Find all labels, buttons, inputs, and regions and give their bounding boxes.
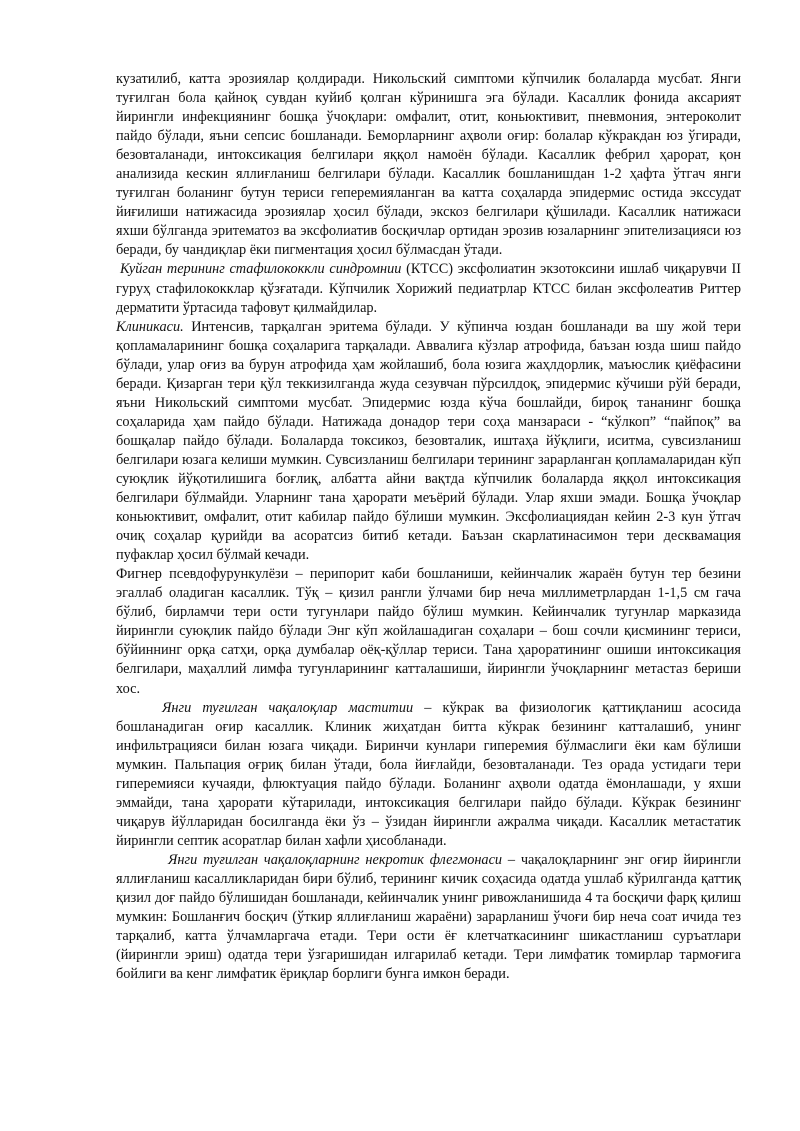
paragraph-necrotic-phlegmon xyxy=(116,851,741,984)
paragraph-text: – чақалоқларнинг энг оғир йирингли яллиғланиш касалликларидан бири бўлиб, терининг кичик соҳасида одатда ушлаб кўрилганда қаттиқ қизил доғ пайдо бўлишидан бошланади, кейинчалик унинг ривожланишида 4 та босқичи фарқ қилиш мумкин: Бошланғич босқич (ўткир яллиғланиш жараёни) зарарланиш ўчоғи бир неча соат ичида тез тарқалиб, катта ўлчамларгача етади. Тери ости ёғ клетчаткасининг шикастланиш суръатлари (йирингли эриш) одатда тери ўзгаришидан илгарилаб кетади. Тери лимфатик томирлар тармоғига бойлиги ва кенг лимфатик ёриқлар борлиги бунга имкон беради. xyxy=(116,851,741,983)
paragraph-clinical-picture xyxy=(116,318,741,566)
paragraph-lead: Клиникаси. xyxy=(116,318,184,335)
paragraph-lead: Янги туғилган чақалоқларнинг некротик флегмонаси xyxy=(168,851,503,868)
paragraph-ktss xyxy=(116,260,741,317)
paragraph-lead: Куйган терининг стафилококкли синдромнии xyxy=(120,261,402,278)
document-page xyxy=(116,70,741,984)
paragraph-text: кузатилиб, катта эрозиялар қолдиради. Никольский симптоми кўпчилик болаларда мусбат. Янги туғилган бола қайноқ сувдан куйиб қолган кўринишга эга бўлади. Касаллик фонида аксарият йирингли инфекциянинг бошқа ўчоқлари: омфалит, отит, коньюктивит, пневмония, энтероколит пайдо бўлади, яъни сепсис бошланади. Беморларнинг аҳволи оғир: болалар кўкракдан юз ўгиради, безовталанади, интоксикация белгилари яққол намоён бўлади. Касаллик фебрил ҳарорат, қон анализида кескин яллиғланиш белгилари бўлади. Касаллик бошланишдан 1-2 ҳафта ўтгач янги туғилган боланинг бутун териси геперемияланган ва катта соҳаларда эпидермис остида экссудат йиғилиши натижасида эрозиялар ҳосил бўлади, экскоз белгилари қўшилади. Касаллик натижаси яхши бўлганда эритематоз ва эксфолиатив босқичлар ортидан эрозив юзаларнинг эпителизацияси юз беради, бу чандиқлар ёки пигментация ҳосил бўлмасдан ўтади. xyxy=(116,71,741,259)
paragraph-figner-pseudofurunculosis xyxy=(116,565,741,698)
paragraph-exfoliative-course xyxy=(116,70,741,260)
paragraph-text: Интенсив, тарқалган эритема бўлади. У кўпинча юздан бошланади ва шу жой тери қопламаларининг бошқа соҳаларига тарқалади. Аввалига кўзлар атрофида, баъзан юзда шиш пайдо бўлади, улар оғиз ва бурун атрофида ҳам жойлашиб, бола юзига жаҳлдорлик, маъюслик қиёфасини беради. Қизарган тери қўл теккизилганда жуда сезувчан пўрсилдоқ, эпидермис кўчиши рўй беради, яъни Никольский симптоми мусбат. Эпидермис юзда кўча бошлайди, бироқ тананинг бошқа соҳаларида ҳам пайдо бўлади. Натижада донадор тери соҳа манзараси - “кўлкоп” “пайпоқ” ва бошқалар пайдо бўлади. Болаларда токсикоз, безовталик, иштаҳа йўқлиги, иситма, сувсизланиш белгилари юзага келиши мумкин. Сувсизланиш белгилари терининг зарарланган қопламаларидан кўп суюқлик йўқотилишига боғлиқ, албатта айни вақтда кўпчилик болаларда яққол интоксикация белгилари бўлмайди. Уларнинг тана ҳарорати меъёрий бўлади. Улар яхши эмади. Бошқа ўчоқлар коньюктивит, омфалит, отит кабилар пайдо бўлиши мумкин. Эксфолиациядан кейин 2-3 кун ўтгач очиқ соҳалар қурийди ва асоратсиз битиб кетади. Баъзан скарлатинасимон тери десквамация пуфаклар ҳосил бўлмай кечади. xyxy=(116,318,741,564)
paragraph-lead: Янги туғилган чақалоқлар маститии xyxy=(162,699,414,716)
paragraph-text: (КТСС) эксфолиатин экзотоксини ишлаб чиқарувчи II гуруҳ стафилококклар қўзғатади. Кўпчилик Хорижий педиатрлар КТСС билан эксфолеатив Риттер дерматити ўртасида тафовут қилмайдилар. xyxy=(116,261,741,316)
paragraph-neonatal-mastitis xyxy=(116,699,741,851)
paragraph-text: – кўкрак ва физиологик қаттиқланиш асосида бошланадиган оғир касаллик. Клиник жиҳатдан битта кўкрак безининг катталашиб, унинг инфильтрацияси билан юзага чиқади. Биринчи кунлари гиперемия бўлмаслиги ёки кам бўлиши мумкин. Пальпация оғриқ билан ўтади, бола йиғлайди, безовталанади. Тез орада устидаги тери гиперемияси кучаяди, флюктуация пайдо бўлади. Боланинг аҳволи одатда ёмонлашади, у яхши эммайди, тана ҳарорати кўтарилади, интоксикация белгилари пайдо бўлади. Кўкрак безининг чиқарув йўлларидан босилганда ёки ўз – ўзидан йирингли ажралма чиқади. Касаллик метастатик йирингли септик асоратлар билан хафли ҳисобланади. xyxy=(116,699,741,849)
paragraph-text: Фигнер псевдофурункулёзи – перипорит каби бошланиши, кейинчалик жараён бутун тер безини эгаллаб оладиган касаллик. Тўқ – қизил рангли ўлчами бир неча миллиметрлардан 1-1,5 см гача бўлиб, бирламчи тери ости тугунлари пайдо бўлиш мумкин. Кейинчалик тугунлар марказида йирингли суюқлик пайдо бўлади Энг кўп жойлашадиган соҳалари – бош сочли қисмининг териси, бўйиннинг орқа сатҳи, орқа думбалар оёқ-қўллар териси. Тана ҳароратининг ошиши интоксикация белгилари, маҳаллий лимфа тугунларининг катталашиши, йирингли ўчоқларнинг метастаз бериши хос. xyxy=(116,566,741,697)
